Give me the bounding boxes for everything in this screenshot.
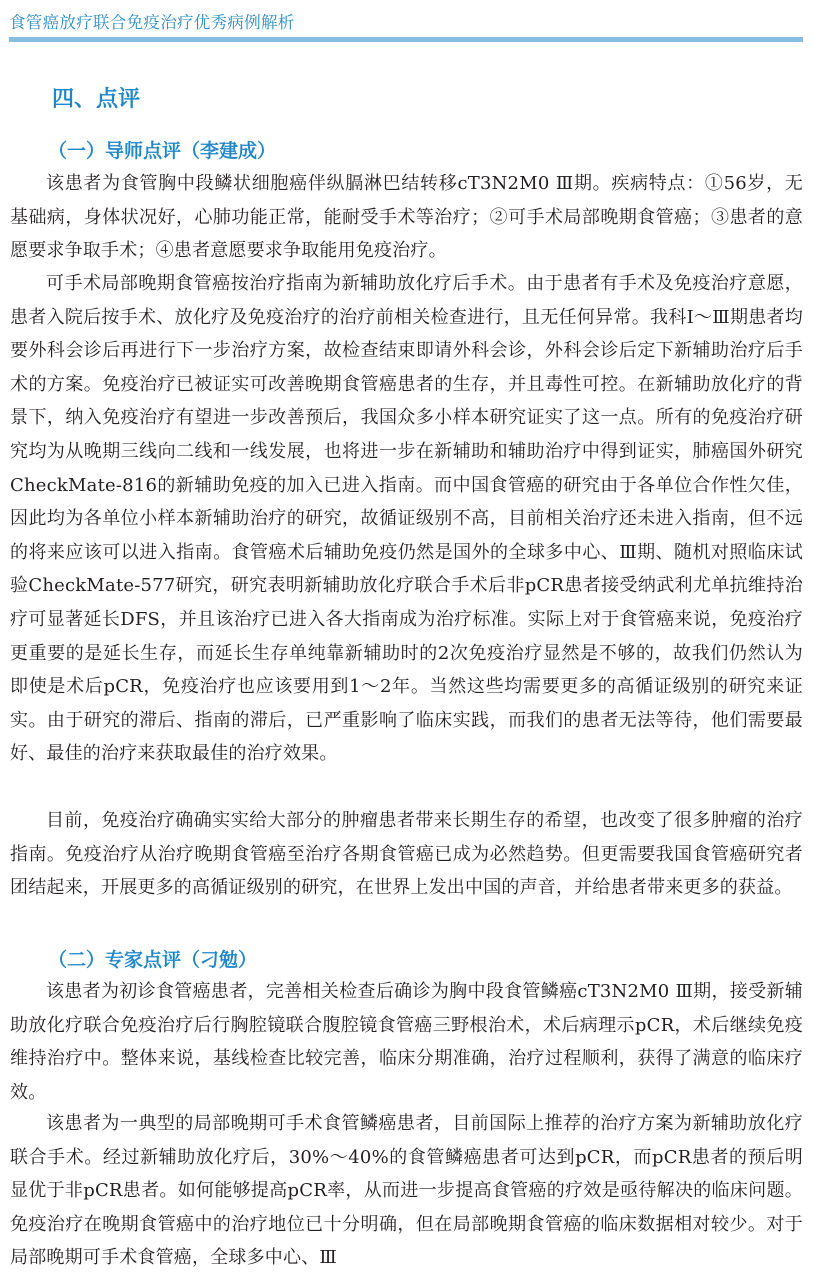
- paragraph: 该患者为食管胸中段鳞状细胞癌伴纵膈淋巴结转移cT3N2M0 Ⅲ期。疾病特点：①56岁，无基础病，身体状况好，心肺功能正常，能耐受手术等治疗；②可手术局部晚期食管癌；③患者的意愿要求争取手术；④患者意愿要求争取能用免疫治疗。: [10, 173, 803, 262]
- paragraph: 可手术局部晚期食管癌按治疗指南为新辅助放化疗后手术。由于患者有手术及免疫治疗意愿，患者入院后按手术、放化疗及免疫治疗的治疗前相关检查进行，且无任何异常。我科Ⅰ～Ⅲ期患者均要外科会诊后再进行下一步治疗方案，故检查结束即请外科会诊，外科会诊后定下新辅助治疗后手术的方案。免疫治疗已被证实可改善晚期食管癌患者的生存，并且毒性可控。在新辅助放化疗的背景下，纳入免疫治疗有望进一步改善预后，我国众多小样本研究证实了这一点。所有的免疫治疗研究均为从晚期三线向二线和一线发展，也将进一步在新辅助和辅助治疗中得到证实，肺癌国外研究CheckMate-816的新辅助免疫的加入已进入指南。而中国食管癌的研究由于各单位合作性欠佳，因此均为各单位小样本新辅助治疗的研究，故循证级别不高，目前相关治疗还未进入指南，但不远的将来应该可以进入指南。食管癌术后辅助免疫仍然是国外的全球多中心、Ⅲ期、随机对照临床试验CheckMate-577研究，研究表明新辅助放化疗联合手术后非pCR患者接受纳武利尤单抗维持治疗可显著延长DFS，并且该治疗已进入各大指南成为治疗标准。实际上对于食管癌来说，免疫治疗更重要的是延长生存，而延长生存单纯靠新辅助时的2次免疫治疗显然是不够的，故我们仍然认为即使是术后pCR，免疫治疗也应该要用到1～2年。当然这些均需要更多的高循证级别的研究来证实。由于研究的滞后、指南的滞后，已严重影响了临床实践，而我们的患者无法等待，他们需要最好、最佳的治疗来获取最佳的治疗效果。: [10, 273, 803, 765]
- paragraph: 该患者为一典型的局部晚期可手术食管鳞癌患者，目前国际上推荐的治疗方案为新辅助放化疗联合手术。经过新辅助放化疗后，30%～40%的食管鳞癌患者可达到pCR，而pCR患者的预后明显优于非pCR患者。如何能够提高pCR率，从而进一步提高食管癌的疗效是亟待解决的临床问题。免疫治疗在晚期食管癌中的治疗地位已十分明确，但在局部晚期食管癌的临床数据相对较少。对于局部晚期可手术食管癌，全球多中心、Ⅲ: [10, 1113, 803, 1269]
- running-header: 食管癌放疗联合免疫治疗优秀病例解析: [9, 13, 295, 32]
- header-rule: [9, 37, 803, 42]
- section-title: 四、点评: [52, 87, 141, 112]
- subsection-title-mentor: （一）导师点评（李建成）: [48, 140, 277, 162]
- subsection-title-expert: （二）专家点评（刁勉）: [48, 949, 258, 971]
- paragraph: 目前，免疫治疗确确实实给大部分的肿瘤患者带来长期生存的希望，也改变了很多肿瘤的治疗指南。免疫治疗从治疗晚期食管癌至治疗各期食管癌已成为必然趋势。但更需要我国食管癌研究者团结起来，开展更多的高循证级别的研究，在世界上发出中国的声音，并给患者带来更多的获益。: [10, 810, 803, 899]
- paragraph: 该患者为初诊食管癌患者，完善相关检查后确诊为胸中段食管鳞癌cT3N2M0 Ⅲ期，接受新辅助放化疗联合免疫治疗后行胸腔镜联合腹腔镜食管癌三野根治术，术后病理示pCR，术后继续免疫维持治疗中。整体来说，基线检查比较完善，临床分期准确，治疗过程顺利，获得了满意的临床疗效。: [10, 981, 803, 1103]
